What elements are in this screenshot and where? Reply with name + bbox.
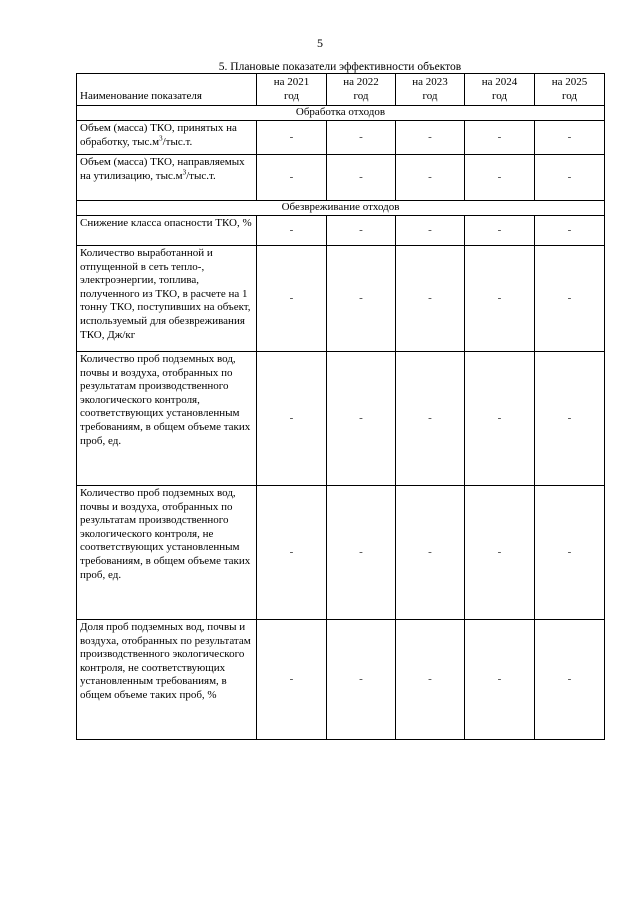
indicator-name: Снижение класса опасности ТКО, % — [77, 216, 257, 246]
table-row — [77, 620, 605, 740]
header-year-2023 — [396, 74, 465, 106]
indicator-name-unit: /тыс.т. — [162, 135, 193, 148]
value-2025: - — [535, 121, 605, 155]
section-row-neutralization — [77, 201, 605, 216]
value-2023: - — [396, 486, 465, 620]
table-row — [77, 155, 605, 201]
header-row — [77, 74, 605, 106]
value-2024: - — [465, 155, 535, 201]
value-2021: - — [257, 486, 327, 620]
value-2024: - — [465, 121, 535, 155]
header-year-2021 — [257, 74, 327, 106]
value-2022: - — [327, 352, 396, 486]
indicator-name: Доля проб подземных вод, почвы и воздуха, отобранных по результатам производственного экологического контроля, не соответствующих установленным требованиям, в общем объеме таких проб, % — [77, 620, 257, 740]
value-2025: - — [535, 352, 605, 486]
header-year-label: на 2025 — [551, 75, 588, 88]
header-year-unit: год — [561, 89, 578, 102]
value-2021: - — [257, 216, 327, 246]
indicator-name-text: Объем (масса) ТКО, направляемых на утилизацию, тыс.м — [80, 156, 245, 182]
section-title: Обезвреживание отходов — [77, 201, 605, 216]
value-2025: - — [535, 246, 605, 352]
performance-indicators-table — [76, 73, 605, 740]
value-2023: - — [396, 246, 465, 352]
table-row — [77, 246, 605, 352]
header-year-unit: год — [491, 89, 508, 102]
value-2025: - — [535, 216, 605, 246]
header-year-label: на 2023 — [412, 75, 448, 88]
value-2022: - — [327, 121, 396, 155]
header-year-2025 — [535, 74, 605, 106]
value-2022: - — [327, 216, 396, 246]
header-year-unit: год — [353, 89, 369, 102]
value-2021: - — [257, 121, 327, 155]
value-2021: - — [257, 246, 327, 352]
indicator-name: Количество проб подземных вод, почвы и воздуха, отобранных по результатам производственного экологического контроля, соответствующих установленным требованиям, в общем объеме таких проб, ед. — [77, 352, 257, 486]
table-row — [77, 486, 605, 620]
value-2023: - — [396, 620, 465, 740]
header-year-2022 — [327, 74, 396, 106]
indicator-name: Количество проб подземных вод, почвы и воздуха, отобранных по результатам производственного экологического контроля, не соответствующих установленным требованиям, в общем объеме таких проб, ед. — [77, 486, 257, 620]
indicator-name — [77, 155, 257, 201]
section-row-processing — [77, 106, 605, 121]
value-2024: - — [465, 352, 535, 486]
value-2025: - — [535, 155, 605, 201]
header-year-label: на 2022 — [343, 75, 379, 88]
table-row — [77, 352, 605, 486]
indicator-name — [77, 121, 257, 155]
value-2021: - — [257, 352, 327, 486]
value-2024: - — [465, 216, 535, 246]
indicator-name-text: Объем (масса) ТКО, принятых на обработку, тыс.м — [80, 122, 237, 148]
header-year-2024 — [465, 74, 535, 106]
header-year-label: на 2024 — [481, 75, 518, 88]
table-row — [77, 121, 605, 155]
value-2024: - — [465, 486, 535, 620]
header-year-label: на 2021 — [273, 75, 310, 88]
value-2021: - — [257, 620, 327, 740]
value-2023: - — [396, 155, 465, 201]
indicator-name-sup: 3 — [159, 133, 163, 142]
section-title: Обработка отходов — [77, 106, 605, 121]
indicator-name-unit: /тыс.т. — [186, 169, 216, 182]
value-2025: - — [535, 620, 605, 740]
value-2023: - — [396, 216, 465, 246]
header-name-column: Наименование показателя — [77, 74, 257, 106]
value-2025: - — [535, 486, 605, 620]
value-2023: - — [396, 352, 465, 486]
value-2024: - — [465, 246, 535, 352]
value-2022: - — [327, 155, 396, 201]
value-2021: - — [257, 155, 327, 201]
value-2024: - — [465, 620, 535, 740]
table-title: 5. Плановые показатели эффективности объектов — [218, 61, 462, 73]
header-year-unit: год — [283, 89, 300, 102]
value-2022: - — [327, 486, 396, 620]
value-2023: - — [396, 121, 465, 155]
header-year-unit: год — [422, 89, 438, 102]
page-number: 5 — [317, 36, 323, 50]
value-2022: - — [327, 620, 396, 740]
table-row — [77, 216, 605, 246]
value-2022: - — [327, 246, 396, 352]
indicator-name-sup: 3 — [182, 167, 187, 176]
indicator-name: Количество выработанной и отпущенной в сеть тепло-, электроэнергии, топлива, полученного из ТКО, в расчете на 1 тонну ТКО, поступивших на объект, используемый для обезвреживания ТКО, Дж/кг — [77, 246, 257, 352]
